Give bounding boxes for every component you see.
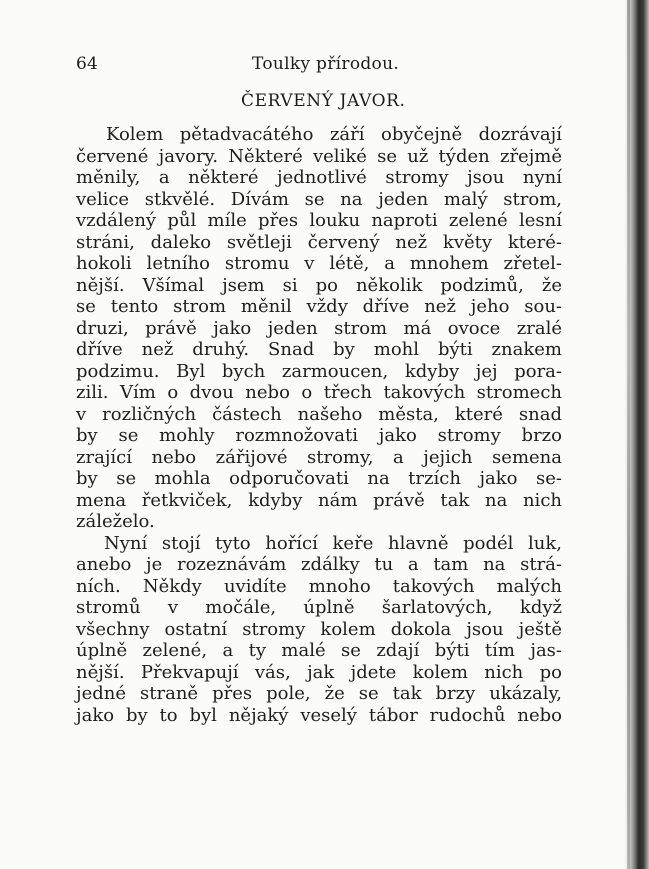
book-page-edge (623, 0, 649, 869)
text-line: záleželo. (76, 511, 155, 532)
body-text (76, 124, 562, 726)
text-line: nější. Překvapují vás, jak jdete kolem nich po (76, 661, 562, 683)
text-line: Kolem pětadvacátého září obyčejně dozrávají (106, 124, 562, 145)
text-line: druzi, právě jako jeden strom má ovoce zralé (76, 317, 562, 339)
text-line: hokoli letního stromu v létě, a mnohem zřetel- (76, 253, 562, 274)
text-line: stráni, daleko světleji červený než květy které- (76, 231, 562, 253)
text-line: by se mohla odporučovati na trzích jako se- (76, 468, 562, 489)
running-title: Toulky přírodou. (252, 54, 400, 74)
text-line: ních. Někdy uvidíte mnoho takových malých (76, 575, 562, 597)
text-line: vzdálený půl míle přes louku naproti zelené lesní (76, 210, 562, 231)
text-line: stromů v močále, úplně šarlatových, když (76, 597, 562, 618)
text-line: by se mohly rozmnožovati jako stromy brzo (76, 425, 562, 446)
text-line: se tento strom měnil vždy dříve než jeho sou- (76, 296, 562, 317)
page-number: 64 (76, 54, 99, 74)
text-line: jako by to byl nějaký veselý tábor rudochů nebo (76, 704, 562, 726)
text-line: červené javory. Některé veliké se už týden zřejmě (76, 145, 562, 167)
page-header (76, 52, 556, 76)
text-line: anebo je rozeznávám zdálky tu a tam na strá- (76, 554, 562, 575)
text-line: Nyní stojí tyto hořící keře hlavně podél luk, (104, 532, 562, 554)
text-line: podzimu. Byl bych zarmoucen, kdyby jej pora- (76, 360, 562, 382)
text-line: jedné straně přes pole, že se tak brzy ukázaly, (76, 683, 562, 704)
text-line: v rozličných částech našeho města, které snad (76, 403, 562, 425)
text-line: zili. Vím o dvou nebo o třech takových stromech (76, 382, 562, 403)
chapter-title: ČERVENÝ JAVOR. (241, 91, 406, 111)
text-line: mena řetkviček, kdyby nám právě tak na nich (76, 489, 562, 511)
text-line: zrající nebo zářijové stromy, a jejich semena (76, 446, 562, 468)
text-line: velice stkvělé. Dívám se na jeden malý strom, (76, 188, 562, 210)
text-line: úplně zelené, a ty malé se zdají býti tím jas- (76, 640, 562, 661)
text-line: nější. Všímal jsem si po několik podzimů, že (76, 274, 562, 296)
text-line: měnily, a některé jednotlivé stromy jsou nyní (76, 167, 562, 188)
text-line: dříve než druhý. Snad by mohl býti znakem (76, 339, 562, 360)
text-line: všechny ostatní stromy kolem dokola jsou ještě (76, 618, 562, 640)
